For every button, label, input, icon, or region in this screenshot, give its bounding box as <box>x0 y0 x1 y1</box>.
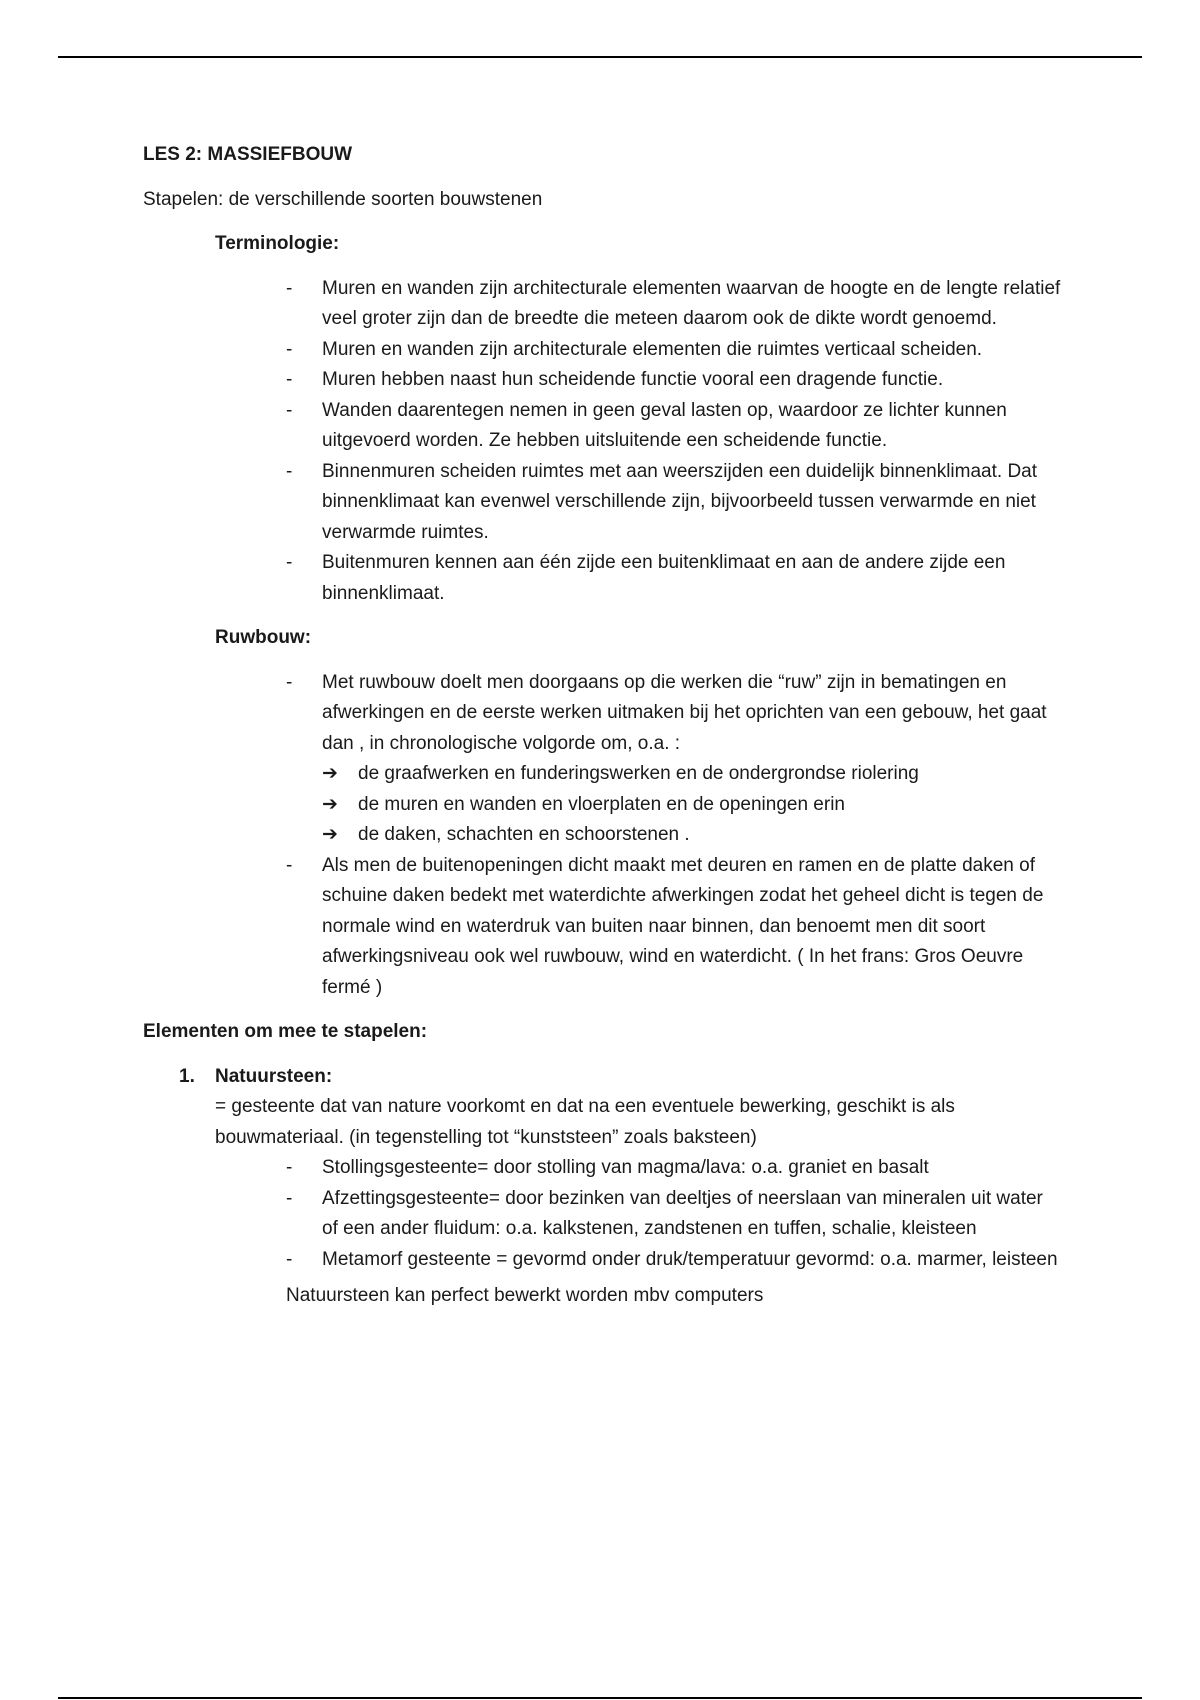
list-item <box>286 668 1063 851</box>
bullet-dash: - <box>286 338 293 360</box>
bullet-dash: - <box>286 1157 293 1178</box>
bullet-dash: - <box>286 854 293 876</box>
bullet-dash: - <box>286 277 293 299</box>
arrow-list <box>322 759 1063 851</box>
ruwbouw-list <box>143 668 1063 1004</box>
natuursteen-definition: = gesteente dat van nature voorkomt en dat na een eventuele bewerking, geschikt is als bouwmateriaal. (in tegenstelling tot “kunststeen” zoals baksteen) <box>215 1096 955 1148</box>
list-item <box>286 1184 1063 1245</box>
arrow-item <box>322 820 1063 851</box>
arrow-item-text: de muren en wanden en vloerplaten en de openingen erin <box>358 793 845 815</box>
document-body <box>143 140 1063 1312</box>
bullet-dash: - <box>286 369 293 390</box>
list-item-text: Buitenmuren kennen aan één zijde een buitenklimaat en aan de andere zijde een binnenklimaat. <box>322 552 1006 604</box>
natuursteen-note: Natuursteen kan perfect bewerkt worden mbv computers <box>286 1285 764 1306</box>
list-item <box>286 1245 1063 1276</box>
list-item-text: Stollingsgesteente= door stolling van magma/lava: o.a. graniet en basalt <box>322 1157 929 1178</box>
list-item-text: Met ruwbouw doelt men doorgaans op die werken die “ruw” zijn in bematingen en afwerkingen en de eerste werken uitmaken bij het oprichten van een gebouw, het gaat dan , in chronologische volgorde om, o.a. : <box>322 671 1047 754</box>
bottom-rule <box>58 1697 1142 1699</box>
elementen-heading: Elementen om mee te stapelen: <box>143 1021 428 1042</box>
list-item-text: Afzettingsgesteente= door bezinken van deeltjes of neerslaan van mineralen uit water of een ander fluidum: o.a. kalkstenen, zandstenen en tuffen, schalie, kleisteen <box>322 1187 1043 1239</box>
top-rule <box>58 56 1142 58</box>
list-item <box>286 396 1063 457</box>
terminologie-heading: Terminologie: <box>215 233 340 254</box>
ruwbouw-heading: Ruwbouw: <box>215 627 312 648</box>
list-item-text: Binnenmuren scheiden ruimtes met aan weerszijden een duidelijk binnenklimaat. Dat binnenklimaat kan evenwel verschillende zijn, bijvoorbeeld tussen verwarmde en niet verwarmde ruimtes. <box>322 460 1038 543</box>
list-item <box>286 335 1063 366</box>
list-item <box>286 548 1063 609</box>
natuursteen-list <box>143 1153 1063 1275</box>
arrow-item <box>322 790 1063 821</box>
list-item <box>286 274 1063 335</box>
list-item-text: Als men de buitenopeningen dicht maakt met deuren en ramen en de platte daken of schuine daken bedekt met waterdichte afwerkingen zodat het geheel dicht is tegen de normale wind en waterdruk van buiten naar binnen, dan benoemt men dit soort afwerkingsniveau ook wel ruwbouw, wind en waterdicht. ( In het frans: Gros Oeuvre fermé ) <box>322 854 1044 998</box>
list-item-text: Muren hebben naast hun scheidende functie vooral een dragende functie. <box>322 369 944 390</box>
natuursteen-title: Natuursteen: <box>215 1065 333 1087</box>
arrow-right-icon: ➔ <box>322 763 338 784</box>
list-item-text: Muren en wanden zijn architecturale elementen waarvan de hoogte en de lengte relatief veel groter zijn dan de breedte die meteen daarom ook de dikte wordt genoemd. <box>322 277 1061 329</box>
arrow-right-icon: ➔ <box>322 824 338 845</box>
bullet-dash: - <box>286 552 293 573</box>
arrow-item <box>322 759 1063 790</box>
list-item-text: Wanden daarentegen nemen in geen geval lasten op, waardoor ze lichter kunnen uitgevoerd worden. Ze hebben uitsluitende een scheidende functie. <box>322 399 1007 451</box>
list-item <box>286 365 1063 396</box>
page-subtitle: Stapelen: de verschillende soorten bouwstenen <box>143 188 543 210</box>
bullet-dash: - <box>286 399 293 421</box>
arrow-right-icon: ➔ <box>322 793 338 815</box>
list-item-text: Metamorf gesteente = gevormd onder druk/temperatuur gevormd: o.a. marmer, leisteen <box>322 1248 1058 1270</box>
bullet-dash: - <box>286 1248 293 1270</box>
list-item <box>286 1153 1063 1184</box>
bullet-dash: - <box>286 460 293 482</box>
arrow-item-text: de daken, schachten en schoorstenen . <box>358 824 690 845</box>
list-item <box>286 851 1063 1004</box>
section-number: 1. <box>179 1065 195 1087</box>
bullet-dash: - <box>286 671 293 693</box>
page-title: LES 2: MASSIEFBOUW <box>143 144 353 165</box>
list-item-text: Muren en wanden zijn architecturale elementen die ruimtes verticaal scheiden. <box>322 338 983 360</box>
list-item <box>286 457 1063 549</box>
bullet-dash: - <box>286 1187 293 1209</box>
terminologie-list <box>143 274 1063 610</box>
natuursteen-section <box>179 1062 1063 1154</box>
arrow-item-text: de graafwerken en funderingswerken en de ondergrondse riolering <box>358 763 919 784</box>
